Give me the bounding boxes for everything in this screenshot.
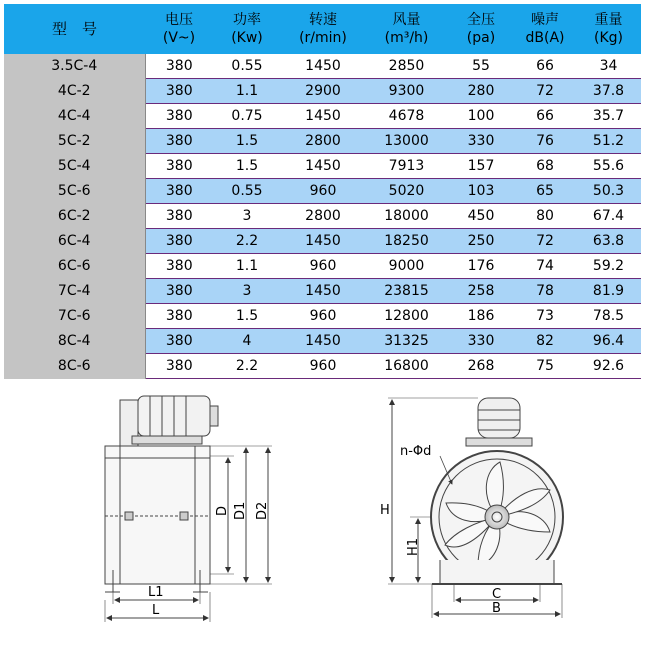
value-cell: 2.2	[213, 354, 281, 379]
value-cell: 380	[145, 329, 213, 354]
table-row	[4, 204, 641, 229]
value-cell: 72	[514, 229, 576, 254]
value-cell: 35.7	[576, 104, 641, 129]
value-cell: 960	[281, 254, 365, 279]
label-holes: n-Φd	[400, 444, 432, 459]
value-cell: 72	[514, 79, 576, 104]
value-cell: 330	[448, 329, 514, 354]
label-b: B	[492, 601, 501, 616]
value-cell: 12800	[365, 304, 448, 329]
model-cell: 6C-2	[4, 204, 145, 229]
value-cell: 16800	[365, 354, 448, 379]
model-cell: 4C-2	[4, 79, 145, 104]
value-cell: 9300	[365, 79, 448, 104]
front-base	[440, 560, 554, 584]
value-cell: 157	[448, 154, 514, 179]
value-cell: 80	[514, 204, 576, 229]
table-row	[4, 154, 641, 179]
label-h: H	[380, 503, 390, 518]
model-cell: 8C-6	[4, 354, 145, 379]
value-cell: 380	[145, 354, 213, 379]
value-cell: 960	[281, 354, 365, 379]
value-cell: 5020	[365, 179, 448, 204]
value-cell: 3	[213, 279, 281, 304]
value-cell: 67.4	[576, 204, 641, 229]
value-cell: 380	[145, 304, 213, 329]
value-cell: 380	[145, 129, 213, 154]
value-cell: 73	[514, 304, 576, 329]
side-motor	[120, 396, 218, 446]
label-c: C	[492, 587, 502, 602]
value-cell: 9000	[365, 254, 448, 279]
model-cell: 5C-2	[4, 129, 145, 154]
model-cell: 8C-4	[4, 329, 145, 354]
header-speed: 转速 (r/min)	[281, 4, 365, 54]
table-row	[4, 354, 641, 379]
value-cell: 380	[145, 279, 213, 304]
value-cell: 330	[448, 129, 514, 154]
value-cell: 51.2	[576, 129, 641, 154]
value-cell: 960	[281, 304, 365, 329]
model-cell: 5C-6	[4, 179, 145, 204]
value-cell: 960	[281, 179, 365, 204]
value-cell: 1450	[281, 329, 365, 354]
value-cell: 380	[145, 154, 213, 179]
value-cell: 176	[448, 254, 514, 279]
value-cell: 380	[145, 229, 213, 254]
header-power: 功率 (Kw)	[213, 4, 281, 54]
value-cell: 1450	[281, 279, 365, 304]
value-cell: 7913	[365, 154, 448, 179]
front-view	[388, 398, 563, 618]
value-cell: 1.1	[213, 79, 281, 104]
value-cell: 63.8	[576, 229, 641, 254]
model-cell: 5C-4	[4, 154, 145, 179]
value-cell: 74	[514, 254, 576, 279]
value-cell: 66	[514, 54, 576, 79]
value-cell: 268	[448, 354, 514, 379]
table-row	[4, 229, 641, 254]
value-cell: 76	[514, 129, 576, 154]
value-cell: 96.4	[576, 329, 641, 354]
label-l: L	[152, 603, 160, 618]
value-cell: 450	[448, 204, 514, 229]
value-cell: 1.5	[213, 304, 281, 329]
value-cell: 55.6	[576, 154, 641, 179]
value-cell: 2800	[281, 129, 365, 154]
label-d2: D2	[255, 501, 270, 520]
value-cell: 66	[514, 104, 576, 129]
spec-table	[4, 4, 641, 379]
value-cell: 258	[448, 279, 514, 304]
table-row	[4, 179, 641, 204]
label-d1: D1	[233, 501, 248, 520]
value-cell: 1450	[281, 154, 365, 179]
value-cell: 380	[145, 104, 213, 129]
fan-hub	[485, 505, 509, 529]
value-cell: 4	[213, 329, 281, 354]
value-cell: 81.9	[576, 279, 641, 304]
value-cell: 3	[213, 204, 281, 229]
value-cell: 0.55	[213, 54, 281, 79]
value-cell: 68	[514, 154, 576, 179]
header-weight: 重量 (Kg)	[576, 4, 641, 54]
value-cell: 0.55	[213, 179, 281, 204]
value-cell: 186	[448, 304, 514, 329]
value-cell: 34	[576, 54, 641, 79]
value-cell: 2900	[281, 79, 365, 104]
front-motor	[466, 398, 532, 446]
value-cell: 65	[514, 179, 576, 204]
label-h1: H1	[406, 537, 421, 556]
value-cell: 82	[514, 329, 576, 354]
value-cell: 1450	[281, 54, 365, 79]
value-cell: 55	[448, 54, 514, 79]
value-cell: 78.5	[576, 304, 641, 329]
value-cell: 2850	[365, 54, 448, 79]
value-cell: 0.75	[213, 104, 281, 129]
value-cell: 380	[145, 179, 213, 204]
table-header-row	[4, 4, 641, 54]
table-row	[4, 329, 641, 354]
value-cell: 50.3	[576, 179, 641, 204]
table-row	[4, 79, 641, 104]
value-cell: 1450	[281, 104, 365, 129]
model-cell: 6C-6	[4, 254, 145, 279]
value-cell: 380	[145, 54, 213, 79]
value-cell: 18250	[365, 229, 448, 254]
table-row	[4, 129, 641, 154]
header-voltage: 电压 (V~)	[145, 4, 213, 54]
value-cell: 92.6	[576, 354, 641, 379]
value-cell: 75	[514, 354, 576, 379]
label-l1: L1	[148, 585, 164, 600]
table-row	[4, 104, 641, 129]
model-cell: 7C-4	[4, 279, 145, 304]
value-cell: 1.1	[213, 254, 281, 279]
model-cell: 7C-6	[4, 304, 145, 329]
value-cell: 380	[145, 254, 213, 279]
value-cell: 18000	[365, 204, 448, 229]
header-model: 型 号	[4, 4, 145, 54]
value-cell: 280	[448, 79, 514, 104]
model-cell: 4C-4	[4, 104, 145, 129]
value-cell: 31325	[365, 329, 448, 354]
value-cell: 1.5	[213, 129, 281, 154]
value-cell: 380	[145, 204, 213, 229]
header-pressure: 全压 (pa)	[448, 4, 514, 54]
value-cell: 1.5	[213, 154, 281, 179]
table-row	[4, 254, 641, 279]
value-cell: 37.8	[576, 79, 641, 104]
value-cell: 103	[448, 179, 514, 204]
value-cell: 2.2	[213, 229, 281, 254]
value-cell: 4678	[365, 104, 448, 129]
value-cell: 13000	[365, 129, 448, 154]
label-d: D	[215, 505, 230, 516]
value-cell: 1450	[281, 229, 365, 254]
model-cell: 3.5C-4	[4, 54, 145, 79]
value-cell: 100	[448, 104, 514, 129]
side-duct	[105, 446, 210, 584]
value-cell: 250	[448, 229, 514, 254]
table-row	[4, 279, 641, 304]
value-cell: 2800	[281, 204, 365, 229]
value-cell: 59.2	[576, 254, 641, 279]
value-cell: 23815	[365, 279, 448, 304]
model-cell: 6C-4	[4, 229, 145, 254]
value-cell: 78	[514, 279, 576, 304]
fan-dimension-drawing	[0, 380, 646, 649]
table-row	[4, 304, 641, 329]
value-cell: 380	[145, 79, 213, 104]
table-row	[4, 54, 641, 79]
header-noise: 噪声 dB(A)	[514, 4, 576, 54]
header-airflow: 风量 (m³/h)	[365, 4, 448, 54]
